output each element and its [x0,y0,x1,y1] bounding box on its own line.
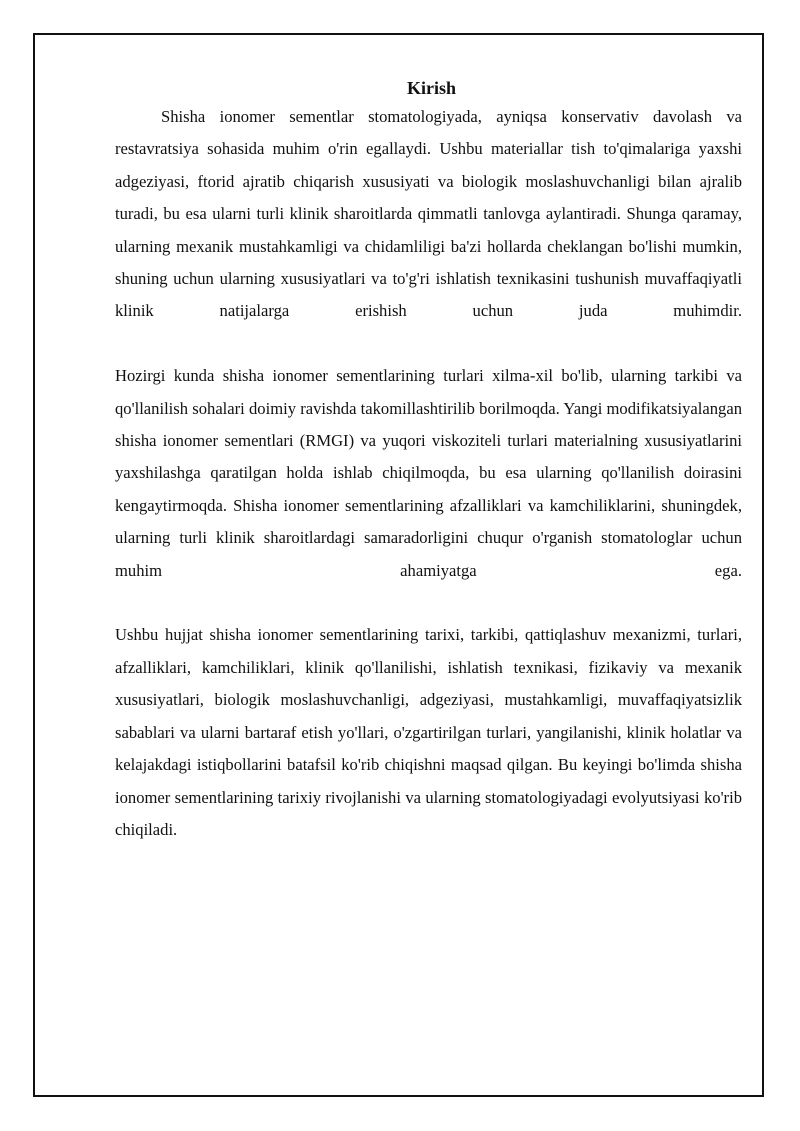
paragraph-gap [115,328,742,360]
page-title: Kirish [406,78,456,98]
paragraph-scope: Ushbu hujjat shisha ionomer sementlarining tarixi, tarkibi, qattiqlashuv mexanizmi, turlari, afzalliklari, kamchiliklari, klinik qo'llanilishi, ishlatish texnikasi, fizikaviy va mexanik xususiyatlari, biologik moslashuvchanligi, adgeziyasi, mustahkamligi, muvaffaqiyatsizlik sabablari va ularni bartaraf etish yo'llari, o'zgartirilgan turlari, yangilanishi, klinik holatlar va kelajakdagi istiqbollarini batafsil ko'rib chiqishni maqsad qilgan. Bu keyingi bo'limda shisha ionomer sementlarining tarixiy rivojlanishi va ularning stomatologiyadagi evolyutsiyasi ko'rib chiqiladi. [115,625,742,839]
paragraph-gap [115,587,742,619]
paragraph-types: Hozirgi kunda shisha ionomer sementlarining turlari xilma-xil bo'lib, ularning tarkibi va qo'llanilish sohalari doimiy ravishda takomillashtirilib borilmoqda. Yangi modifikatsiyalangan shisha ionomer sementlari (RMGI) va yuqori viskoziteli turlari materialning xususiyatlarini yaxshilashga qaratilgan holda ishlab chiqilmoqda, bu esa ularning qo'llanilish doirasini kengaytirmoqda. Shisha ionomer sementlarining afzalliklari va kamchiliklarini, shuningdek, ularning turli klinik sharoitlardagi samaradorligini chuqur o'rganish stomatologlar uchun muhim ahamiyatga ega. [115,366,742,580]
document-body [115,75,742,846]
paragraph-intro: Shisha ionomer sementlar stomatologiyada, ayniqsa konservativ davolash va restavratsiya sohasida muhim o'rin egallaydi. Ushbu materiallar tish to'qimalariga yaxshi adgeziyasi, ftorid ajratib chiqarish xususiyati va biologik moslashuvchanligi bilan ajralib turadi, bu esa ularni turli klinik sharoitlarda qimmatli tanlovga aylantiradi. Shunga qaramay, ularning mexanik mustahkamligi va chidamliligi ba'zi hollarda cheklangan bo'lishi mumkin, shuning uchun ularning xususiyatlari va to'g'ri ishlatish texnikasini tushunish muvaffaqiyatli klinik natijalarga erishish uchun juda muhimdir. [115,107,742,321]
